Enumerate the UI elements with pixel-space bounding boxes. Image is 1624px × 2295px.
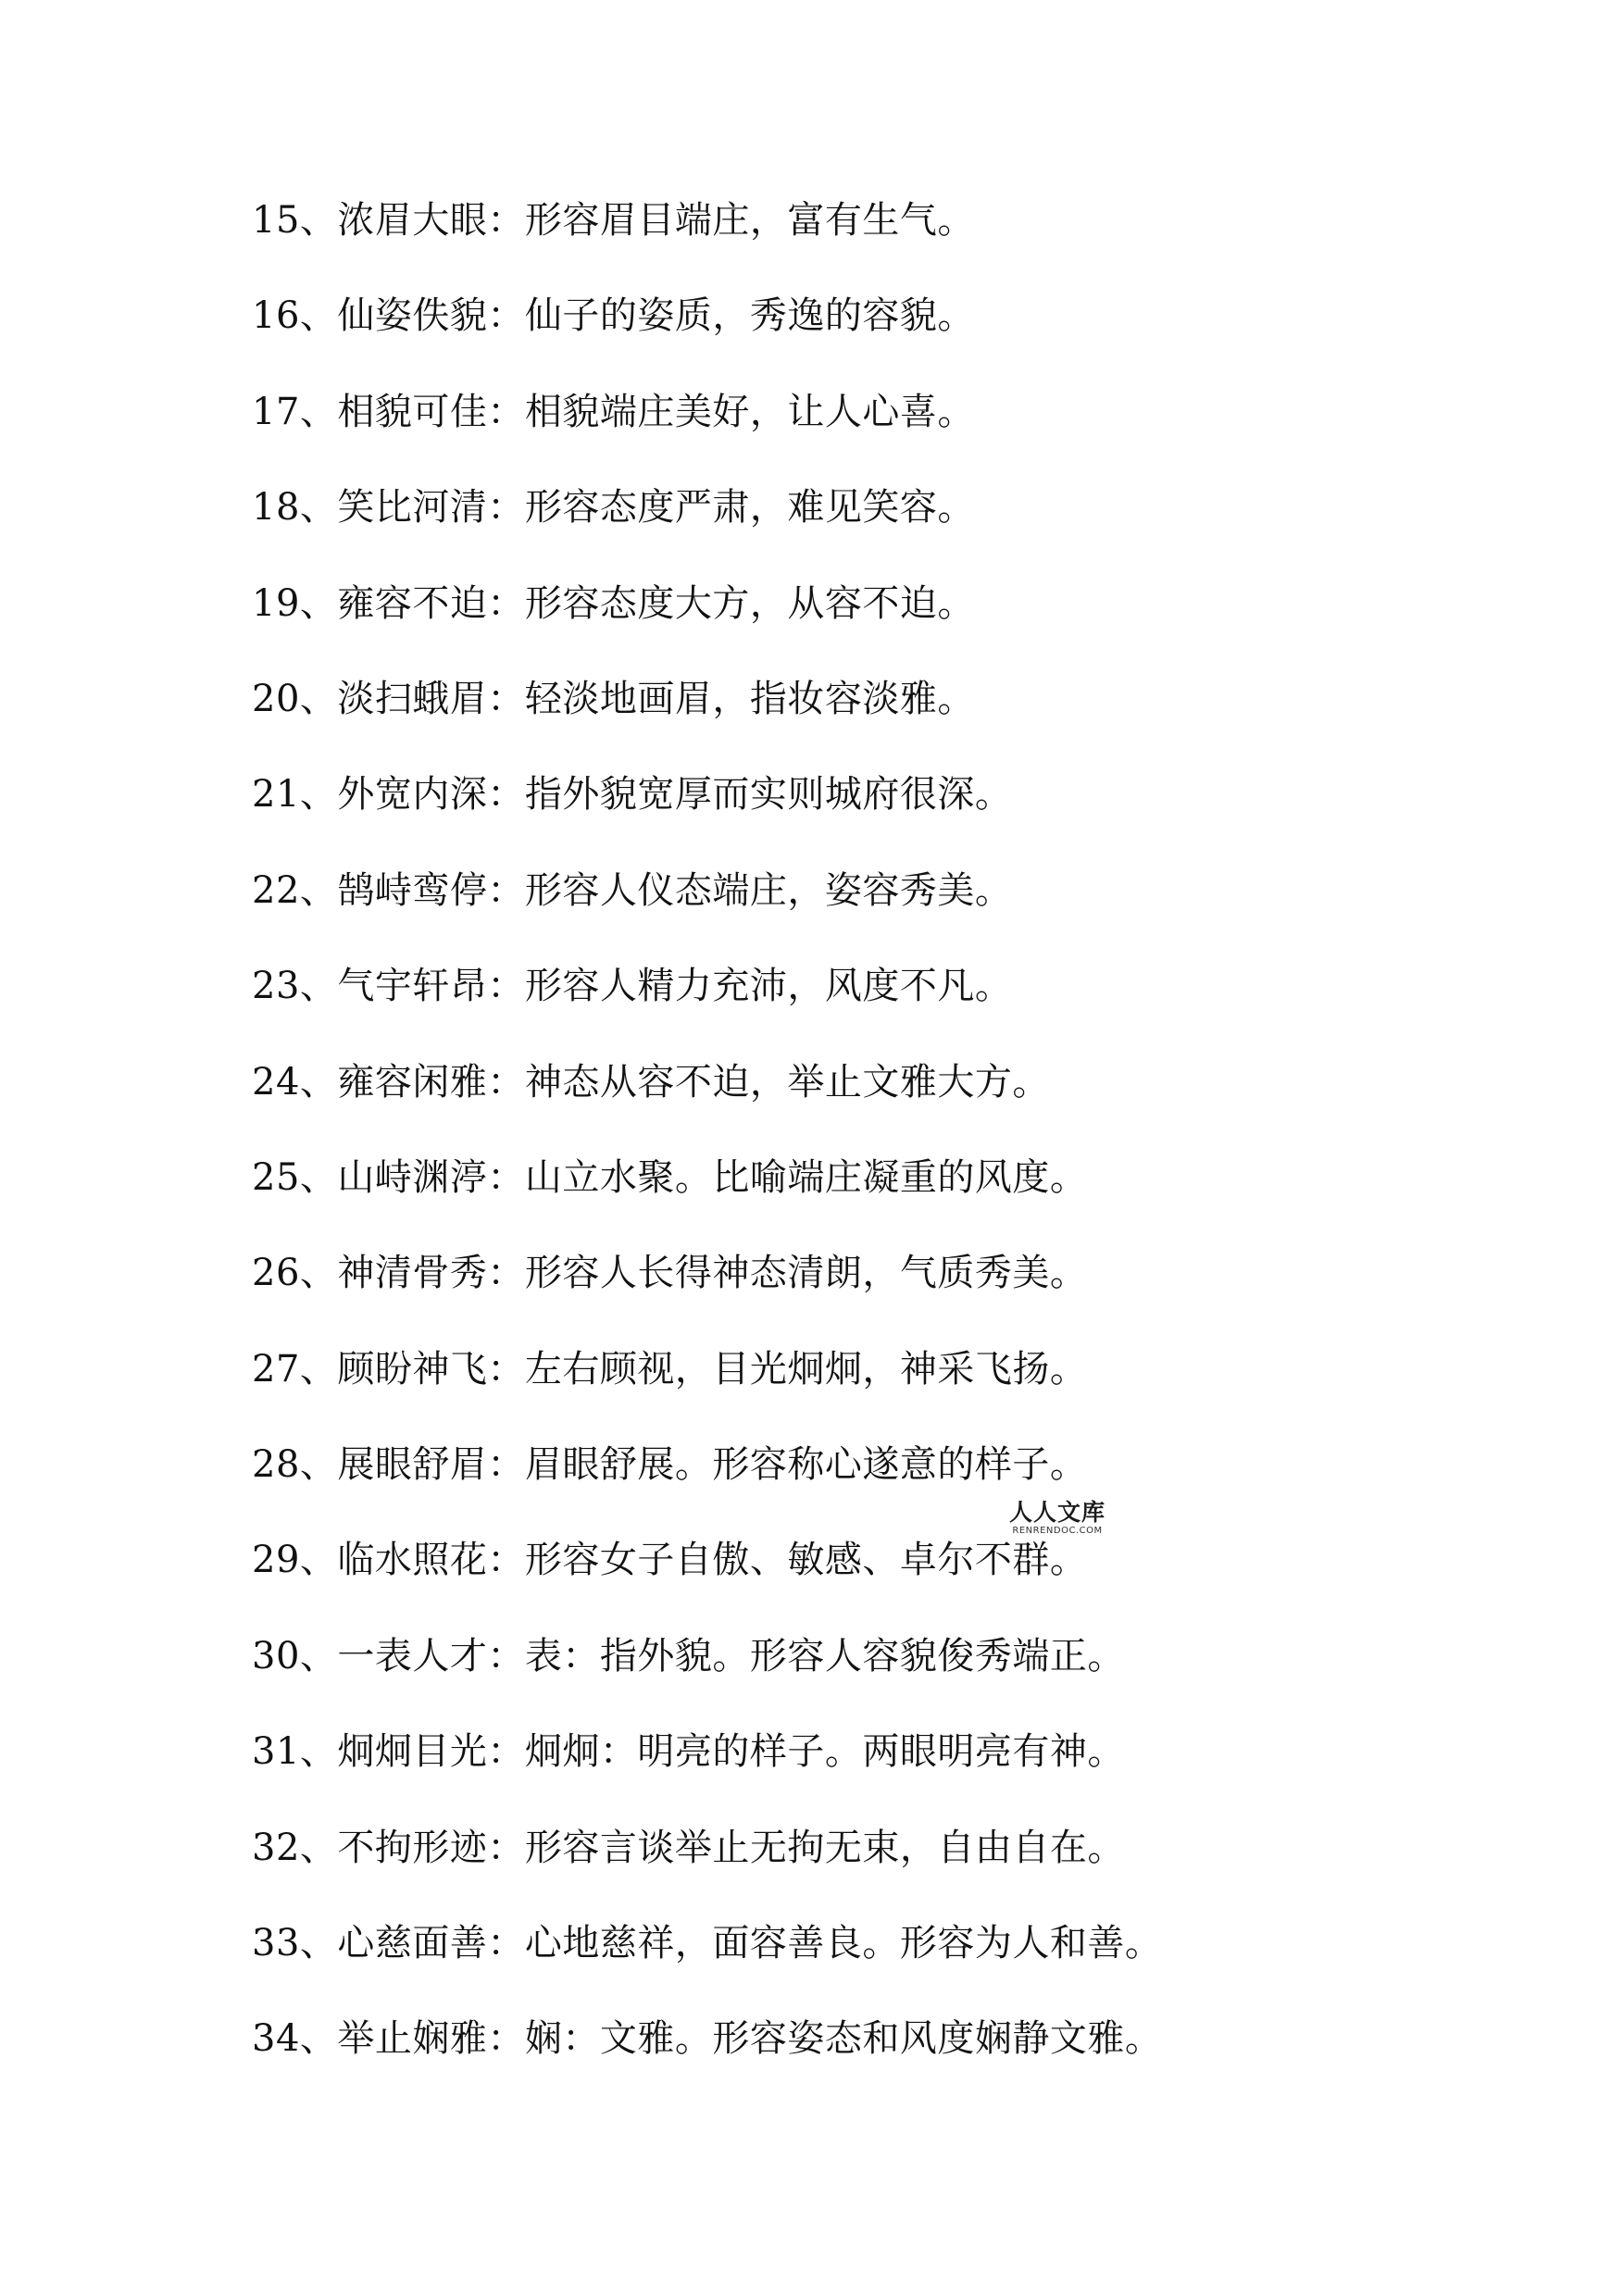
number-separator: 、 <box>299 1347 338 1391</box>
entry-number: 29 <box>252 1539 300 1582</box>
entry-definition: 指外貌宽厚而实则城府很深。 <box>524 773 1013 817</box>
entry-number: 25 <box>252 1155 300 1199</box>
entry-term: 鹄峙鸾停 <box>337 868 488 912</box>
term-separator: ： <box>487 1252 525 1295</box>
entry-term: 浓眉大眼 <box>337 199 488 242</box>
entry-term: 举止娴雅 <box>337 2017 488 2061</box>
number-separator: 、 <box>299 294 338 338</box>
term-separator: ： <box>487 294 525 338</box>
entry-definition: 形容人长得神态清朗，气质秀美。 <box>524 1252 1088 1295</box>
entry-number: 21 <box>252 773 300 817</box>
number-separator: 、 <box>299 1826 338 1869</box>
list-item <box>252 1724 1162 1819</box>
entry-term: 相貌可佳 <box>337 390 488 433</box>
term-separator: ： <box>487 581 525 625</box>
term-separator: ： <box>487 1443 525 1487</box>
entry-term: 不拘形迹 <box>337 1826 488 1869</box>
list-item <box>252 958 1162 1054</box>
entry-number: 18 <box>252 486 300 530</box>
entry-definition: 形容人仪态端庄，姿容秀美。 <box>524 868 1013 912</box>
entry-definition: 心地慈祥，面容善良。形容为人和善。 <box>524 1922 1163 1965</box>
entry-number: 27 <box>252 1347 300 1391</box>
entry-definition: 娴：文雅。形容姿态和风度娴静文雅。 <box>524 2017 1163 2061</box>
number-separator: 、 <box>299 1443 338 1487</box>
term-separator: ： <box>487 677 525 720</box>
list-item <box>252 767 1162 862</box>
entry-definition: 表：指外貌。形容人容貌俊秀端正。 <box>524 1634 1125 1678</box>
entry-number: 26 <box>252 1252 300 1295</box>
term-separator: ： <box>487 1634 525 1678</box>
list-item <box>252 671 1162 767</box>
number-separator: 、 <box>299 1539 338 1582</box>
number-separator: 、 <box>299 773 338 817</box>
entry-term: 山峙渊渟 <box>337 1155 488 1199</box>
list-item <box>252 384 1162 480</box>
number-separator: 、 <box>299 1252 338 1295</box>
watermark-logo <box>993 1500 1122 1537</box>
entry-term: 淡扫蛾眉 <box>337 677 488 720</box>
number-separator: 、 <box>299 868 338 912</box>
term-separator: ： <box>487 1060 525 1104</box>
list-item <box>252 576 1162 671</box>
entry-term: 展眼舒眉 <box>337 1443 488 1487</box>
entry-number: 33 <box>252 1922 300 1965</box>
list-item <box>252 193 1162 288</box>
entry-term: 雍容闲雅 <box>337 1060 488 1104</box>
entry-definition: 山立水聚。比喻端庄凝重的风度。 <box>524 1155 1088 1199</box>
term-separator: ： <box>487 390 525 433</box>
entry-number: 19 <box>252 581 300 625</box>
list-item <box>252 1245 1162 1341</box>
entry-number: 24 <box>252 1060 300 1104</box>
list-item <box>252 1150 1162 1245</box>
list-item <box>252 1628 1162 1724</box>
term-separator: ： <box>487 1347 525 1391</box>
list-item <box>252 863 1162 958</box>
entry-term: 笑比河清 <box>337 486 488 530</box>
number-separator: 、 <box>299 1155 338 1199</box>
list-item <box>252 480 1162 575</box>
number-separator: 、 <box>299 2017 338 2061</box>
entry-term: 炯炯目光 <box>337 1730 488 1774</box>
list-item <box>252 2011 1162 2106</box>
entry-number: 20 <box>252 677 300 720</box>
entry-term: 雍容不迫 <box>337 581 488 625</box>
entry-definition: 形容人精力充沛，风度不凡。 <box>524 965 1013 1008</box>
entry-definition: 眉眼舒展。形容称心遂意的样子。 <box>524 1443 1088 1487</box>
entry-term: 临水照花 <box>337 1539 488 1582</box>
term-separator: ： <box>487 1539 525 1582</box>
entry-definition: 仙子的姿质，秀逸的容貌。 <box>524 294 975 338</box>
number-separator: 、 <box>299 486 338 530</box>
number-separator: 、 <box>299 199 338 242</box>
entry-number: 28 <box>252 1443 300 1487</box>
term-separator: ： <box>487 1730 525 1774</box>
entry-number: 23 <box>252 965 300 1008</box>
list-item <box>252 1054 1162 1150</box>
number-separator: 、 <box>299 581 338 625</box>
entry-number: 15 <box>252 199 300 242</box>
idiom-list <box>252 193 1162 2107</box>
entry-number: 17 <box>252 390 300 433</box>
entry-definition: 神态从容不迫，举止文雅大方。 <box>524 1060 1050 1104</box>
entry-term: 一表人才 <box>337 1634 488 1678</box>
entry-definition: 相貌端庄美好，让人心喜。 <box>524 390 975 433</box>
entry-definition: 形容态度严肃，难见笑容。 <box>524 486 975 530</box>
number-separator: 、 <box>299 965 338 1008</box>
watermark-title: 人人文库 <box>1008 1499 1106 1526</box>
entry-term: 仙姿佚貌 <box>337 294 488 338</box>
entry-definition: 形容眉目端庄，富有生气。 <box>524 199 975 242</box>
term-separator: ： <box>487 965 525 1008</box>
number-separator: 、 <box>299 677 338 720</box>
number-separator: 、 <box>299 1922 338 1965</box>
number-separator: 、 <box>299 1730 338 1774</box>
entry-number: 31 <box>252 1730 300 1774</box>
watermark-url: RENRENDOC.COM <box>1012 1526 1103 1536</box>
entry-definition: 形容女子自傲、敏感、卓尔不群。 <box>524 1539 1088 1582</box>
term-separator: ： <box>487 1155 525 1199</box>
term-separator: ： <box>487 486 525 530</box>
entry-term: 顾盼神飞 <box>337 1347 488 1391</box>
entry-term: 心慈面善 <box>337 1922 488 1965</box>
list-item <box>252 288 1162 383</box>
list-item <box>252 1341 1162 1437</box>
term-separator: ： <box>487 2017 525 2061</box>
term-separator: ： <box>487 868 525 912</box>
entry-number: 16 <box>252 294 300 338</box>
entry-number: 30 <box>252 1634 300 1678</box>
entry-definition: 形容言谈举止无拘无束，自由自在。 <box>524 1826 1125 1869</box>
entry-definition: 轻淡地画眉，指妆容淡雅。 <box>524 677 975 720</box>
entry-definition: 左右顾视，目光炯炯，神采飞扬。 <box>524 1347 1088 1391</box>
entry-definition: 形容态度大方，从容不迫。 <box>524 581 975 625</box>
list-item <box>252 1820 1162 1915</box>
entry-term: 神清骨秀 <box>337 1252 488 1295</box>
term-separator: ： <box>487 1826 525 1869</box>
entry-number: 32 <box>252 1826 300 1869</box>
term-separator: ： <box>487 199 525 242</box>
number-separator: 、 <box>299 1634 338 1678</box>
list-item <box>252 1532 1162 1628</box>
term-separator: ： <box>487 1922 525 1965</box>
entry-definition: 炯炯：明亮的样子。两眼明亮有神。 <box>524 1730 1125 1774</box>
number-separator: 、 <box>299 1060 338 1104</box>
entry-term: 外宽内深 <box>337 773 488 817</box>
list-item <box>252 1915 1162 2011</box>
entry-number: 22 <box>252 868 300 912</box>
entry-number: 34 <box>252 2017 300 2061</box>
term-separator: ： <box>487 773 525 817</box>
number-separator: 、 <box>299 390 338 433</box>
entry-term: 气宇轩昂 <box>337 965 488 1008</box>
